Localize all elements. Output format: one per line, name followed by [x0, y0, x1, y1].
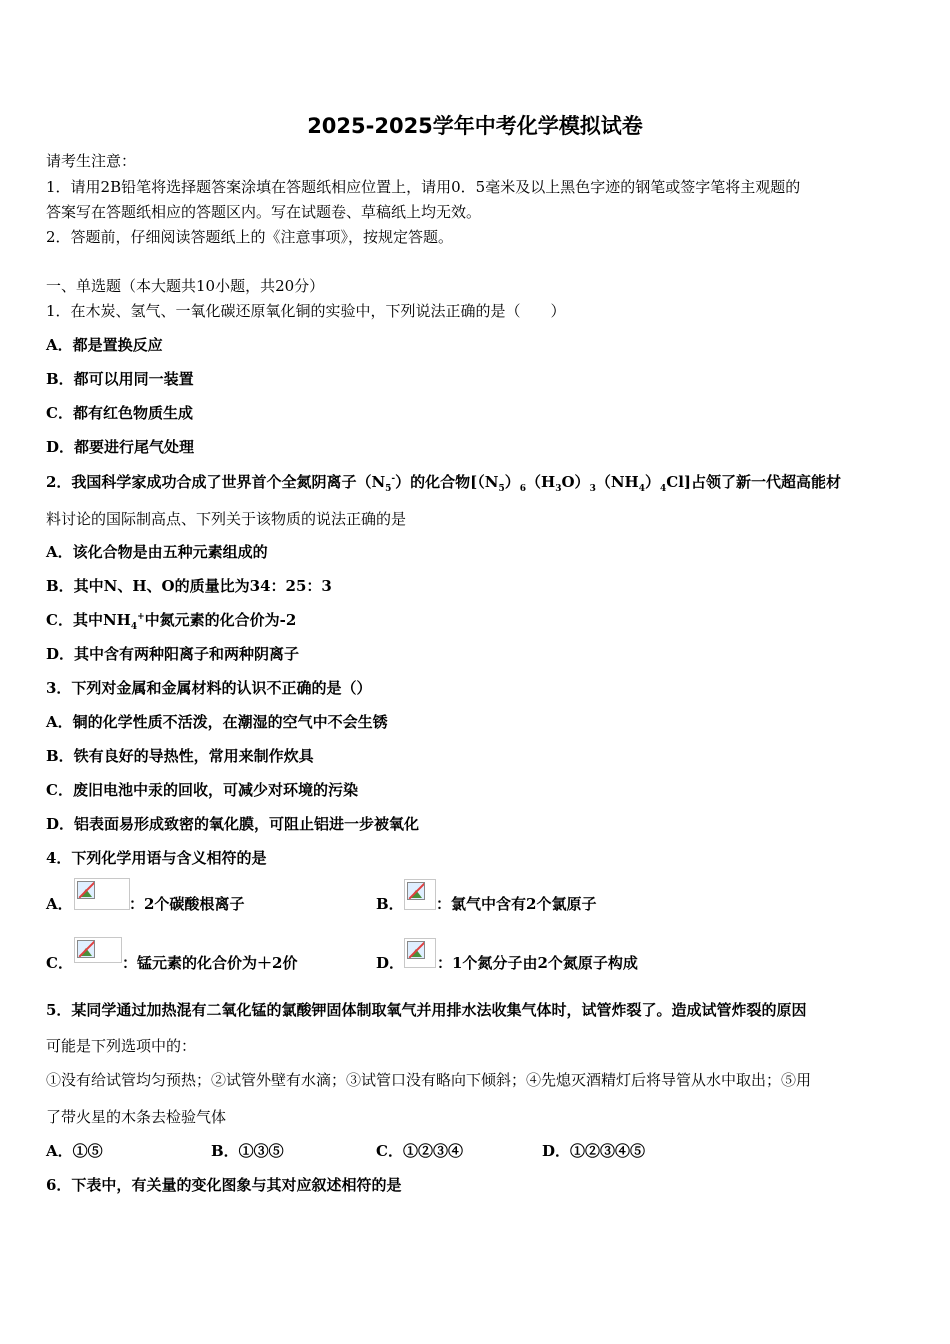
- q3-option-d: D．铝表面易形成致密的氧化膜，可阻止铝进一步被氧化: [46, 815, 420, 833]
- q5-stem-line-2: 可能是下列选项中的：: [46, 1037, 197, 1055]
- broken-image-icon: [407, 882, 425, 900]
- q5-option-b: B．①③⑤: [211, 1142, 284, 1160]
- notice-line-2: 答案写在答题纸相应的答题区内。写在试题卷、草稿纸上均无效。: [46, 203, 482, 221]
- q4-option-a-formula-image: [74, 878, 130, 910]
- q1-option-b: B．都可以用同一装置: [46, 370, 194, 388]
- q2-option-d: D．其中含有两种阳离子和两种阴离子: [46, 645, 300, 663]
- q4-option-c-label: C．: [46, 954, 73, 972]
- q4-option-a-text: ：2个碳酸根离子: [129, 895, 245, 913]
- q4-option-d-text: ：1个氮分子由2个氮原子构成: [437, 954, 638, 972]
- notice-heading: 请考生注意：: [46, 152, 137, 170]
- q5-list-line-2: 了带火星的木条去检验气体: [46, 1108, 227, 1126]
- broken-image-icon: [77, 881, 95, 899]
- q1-option-a: A．都是置换反应: [46, 336, 163, 354]
- q4-option-b-text: ：氯气中含有2个氯原子: [436, 895, 597, 913]
- q5-option-c: C．①②③④: [376, 1142, 463, 1160]
- q1-option-c: C．都有红色物质生成: [46, 404, 193, 422]
- q3-option-b: B．铁有良好的导热性，常用来制作炊具: [46, 747, 314, 765]
- q2-stem-line-2: 料讨论的国际制高点、下列关于该物质的说法正确的是: [46, 510, 407, 528]
- q4-option-d-label: D．: [376, 954, 405, 972]
- broken-image-icon: [407, 941, 425, 959]
- q5-option-a: A．①⑤: [46, 1142, 103, 1160]
- broken-image-icon: [77, 940, 95, 958]
- q3-option-a: A．铜的化学性质不活泼，在潮湿的空气中不会生锈: [46, 713, 388, 731]
- q6-stem: 6．下表中，有关量的变化图象与其对应叙述相符的是: [46, 1176, 402, 1194]
- notice-line-3: 2．答题前，仔细阅读答题纸上的《注意事项》，按规定答题。: [46, 228, 454, 246]
- q4-option-d-formula-image: [404, 938, 436, 968]
- q1-stem: 1．在木炭、氢气、一氧化碳还原氧化铜的实验中，下列说法正确的是（ ）: [46, 302, 566, 320]
- q2-option-a: A．该化合物是由五种元素组成的: [46, 543, 268, 561]
- q4-option-c-text: ：锰元素的化合价为＋2价: [122, 954, 298, 972]
- q2-option-c: C．其中$NH_4^+$中氮元素的化合价为-2: [46, 611, 297, 632]
- q4-option-c-formula-image: [74, 937, 122, 963]
- q5-list-line-1: ①没有给试管均匀预热；②试管外壁有水滴；③试管口没有略向下倾斜；④先熄灭酒精灯后将导管从水中取出；⑤用: [46, 1071, 812, 1089]
- q2-option-b: B．其中N、H、O的质量比为34：25：3: [46, 577, 332, 595]
- q3-option-c: C．废旧电池中汞的回收，可减少对环境的污染: [46, 781, 358, 799]
- q1-option-d: D．都要进行尾气处理: [46, 438, 195, 456]
- q4-option-b-label: B．: [376, 895, 404, 913]
- q5-option-d: D．①②③④⑤: [542, 1142, 646, 1160]
- section-heading: 一、单选题（本大题共10小题，共20分）: [46, 277, 325, 295]
- q3-stem: 3．下列对金属和金属材料的认识不正确的是（）: [46, 679, 372, 697]
- notice-line-1: 1．请用2B铅笔将选择题答案涂填在答题纸相应位置上，请用0．5毫米及以上黑色字迹的钢笔或签字笔将主观题的: [46, 178, 801, 196]
- q4-option-a-label: A．: [46, 895, 73, 913]
- q4-option-b-formula-image: [404, 879, 436, 910]
- exam-title: 2025-2025学年中考化学模拟试卷: [307, 114, 643, 138]
- q5-stem-line-1: 5．某同学通过加热混有二氧化锰的氯酸钾固体制取氧气并用排水法收集气体时，试管炸裂了。造成试管炸裂的原因: [46, 1001, 807, 1019]
- q2-stem-line-1: 2．我国科学家成功合成了世界首个全氮阴离子$(N_5^-)$的化合物$[(N_5)_6(H_3O)_3(NH_4)_4Cl]$占领了新一代超高能材: [46, 473, 842, 494]
- q4-stem: 4．下列化学用语与含义相符的是: [46, 849, 267, 867]
